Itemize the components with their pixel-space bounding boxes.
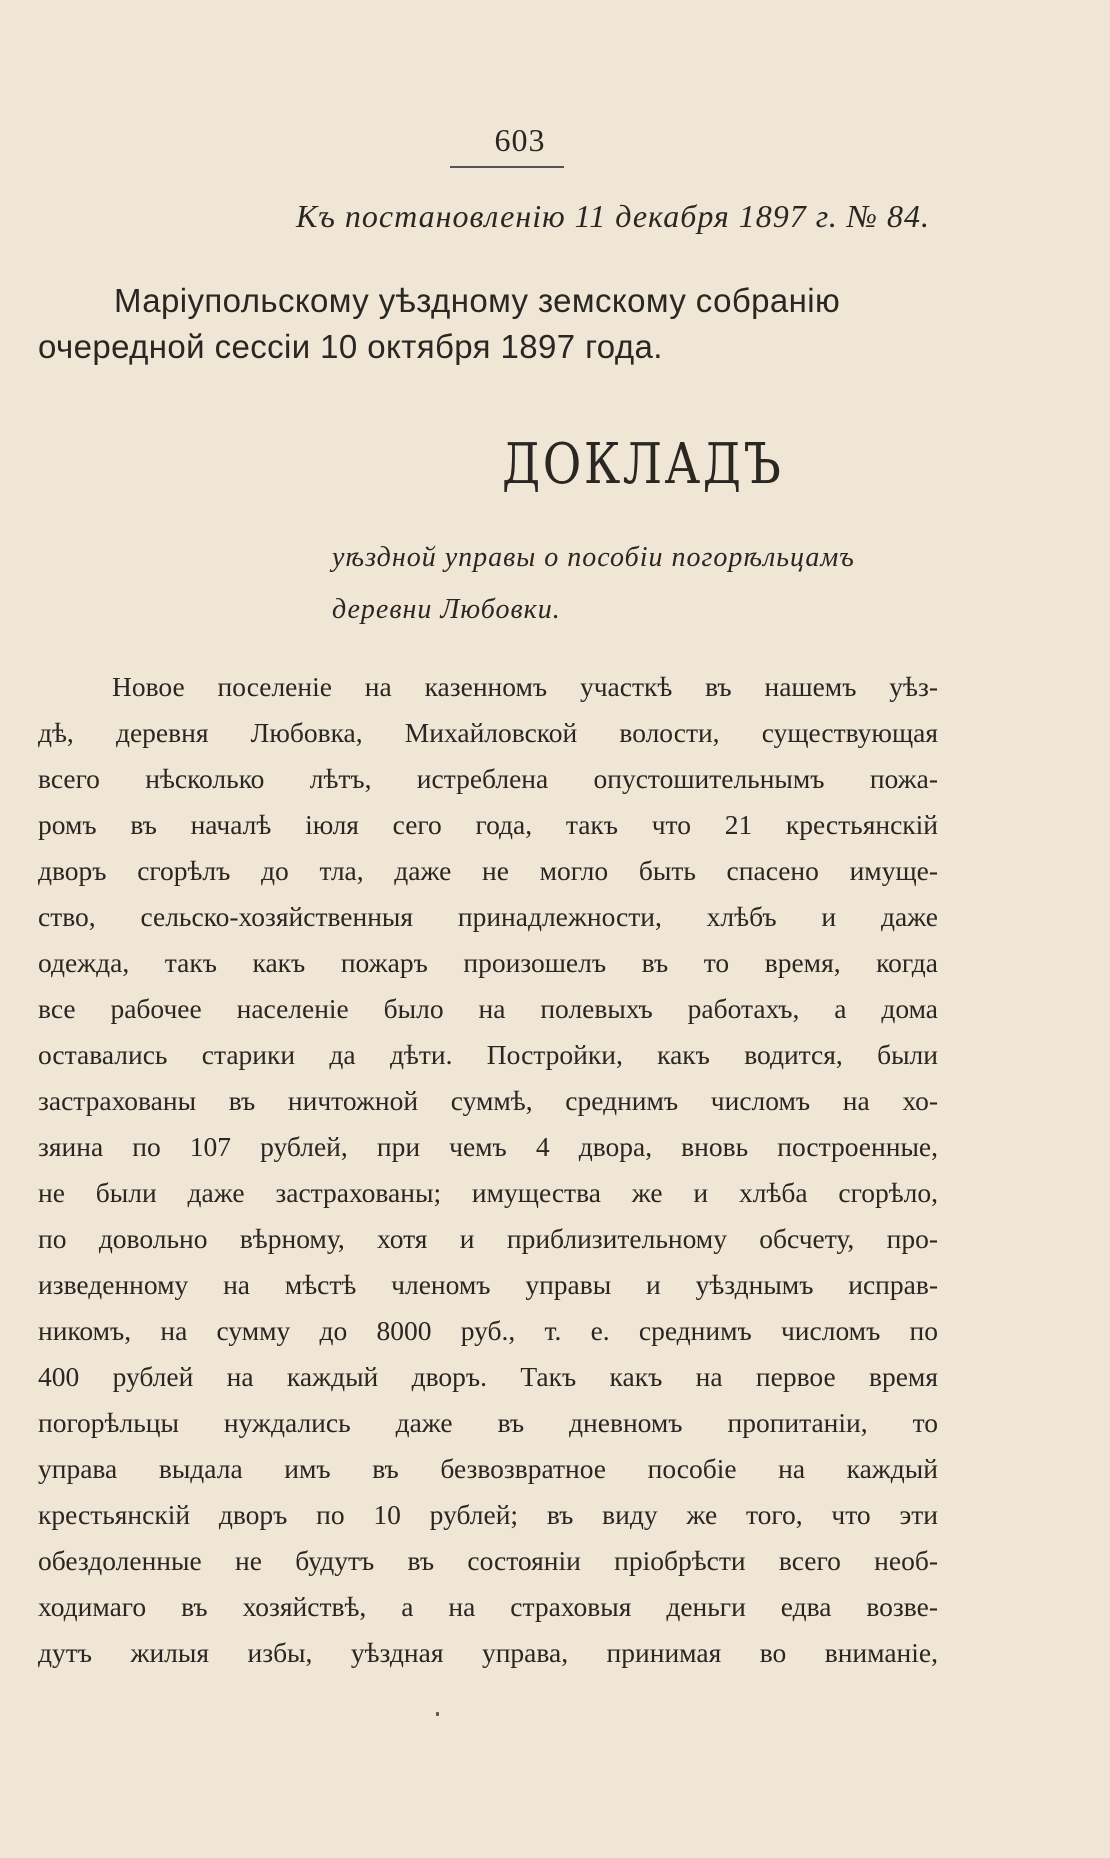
page-number-rule [450,166,564,168]
body-line: одежда, такъ какъ пожаръ произошелъ въ то время, когда [38,947,938,978]
resolution-reference: Къ постановленію 11 декабря 1897 г. № 84. [296,198,930,234]
body-line: дѣ, деревня Любовка, Михайловской волости, существующая [38,717,938,748]
document-subtitle [332,532,952,636]
page-number: 603 [494,122,546,158]
subtitle-line-1: уѣздной управы о пособіи погорѣльцамъ [332,542,855,573]
body-line: по довольно вѣрному, хотя и приблизительному обсчету, про- [38,1223,938,1254]
body-line: Новое поселеніе на казенномъ участкѣ въ нашемъ уѣз- [112,671,938,702]
body-line: никомъ, на сумму до 8000 руб., т. е. среднимъ числомъ по [38,1315,938,1346]
body-line: дутъ жилыя избы, уѣздная управа, принимая во вниманіе, [38,1637,938,1668]
body-line: обездоленные не будутъ въ состояніи пріобрѣсти всего необ- [38,1545,938,1576]
body-line: не были даже застрахованы; имущества же и хлѣба сгорѣло, [38,1177,938,1208]
body-line: дворъ сгорѣлъ до тла, даже не могло быть спасено имуще- [38,855,938,886]
addressee-line-2: очередной сессіи 10 октября 1897 года. [38,328,663,365]
body-line: зяина по 107 рублей, при чемъ 4 двора, вновь построенные, [38,1131,938,1162]
body-line: ходимаго въ хозяйствѣ, а на страховыя деньги едва возве- [38,1591,938,1622]
body-line: изведенному на мѣстѣ членомъ управы и уѣзднымъ исправ- [38,1269,938,1300]
addressee-line-1: Маріупольскому уѣздному земскому собранію [114,282,841,319]
body-line: все рабочее населеніе было на полевыхъ работахъ, а дома [38,993,938,1024]
body-line: всего нѣсколько лѣтъ, истреблена опустошительнымъ пожа- [38,763,938,794]
body-line: ство, сельско-хозяйственныя принадлежности, хлѣбъ и даже [38,901,938,932]
body-line: 400 рублей на каждый дворъ. Такъ какъ на первое время [38,1361,938,1392]
addressee-heading [38,278,938,370]
subtitle-line-2: деревни Любовки. [332,594,561,625]
document-title: ДОКЛАДЪ [502,432,784,497]
body-line: погорѣльцы нуждались даже въ дневномъ пропитаніи, то [38,1407,938,1438]
body-line: ромъ въ началѣ іюля сего года, такъ что 21 крестьянскій [38,809,938,840]
body-line: застрахованы въ ничтожной суммѣ, среднимъ числомъ на хо- [38,1085,938,1116]
body-paragraph [38,664,938,1676]
body-line: оставались старики да дѣти. Постройки, какъ водится, были [38,1039,938,1070]
body-line: крестьянскій дворъ по 10 рублей; въ виду же того, что эти [38,1499,938,1530]
body-line: управа выдала имъ въ безвозвратное пособіе на каждый [38,1453,938,1484]
ink-speck [436,1712,439,1716]
